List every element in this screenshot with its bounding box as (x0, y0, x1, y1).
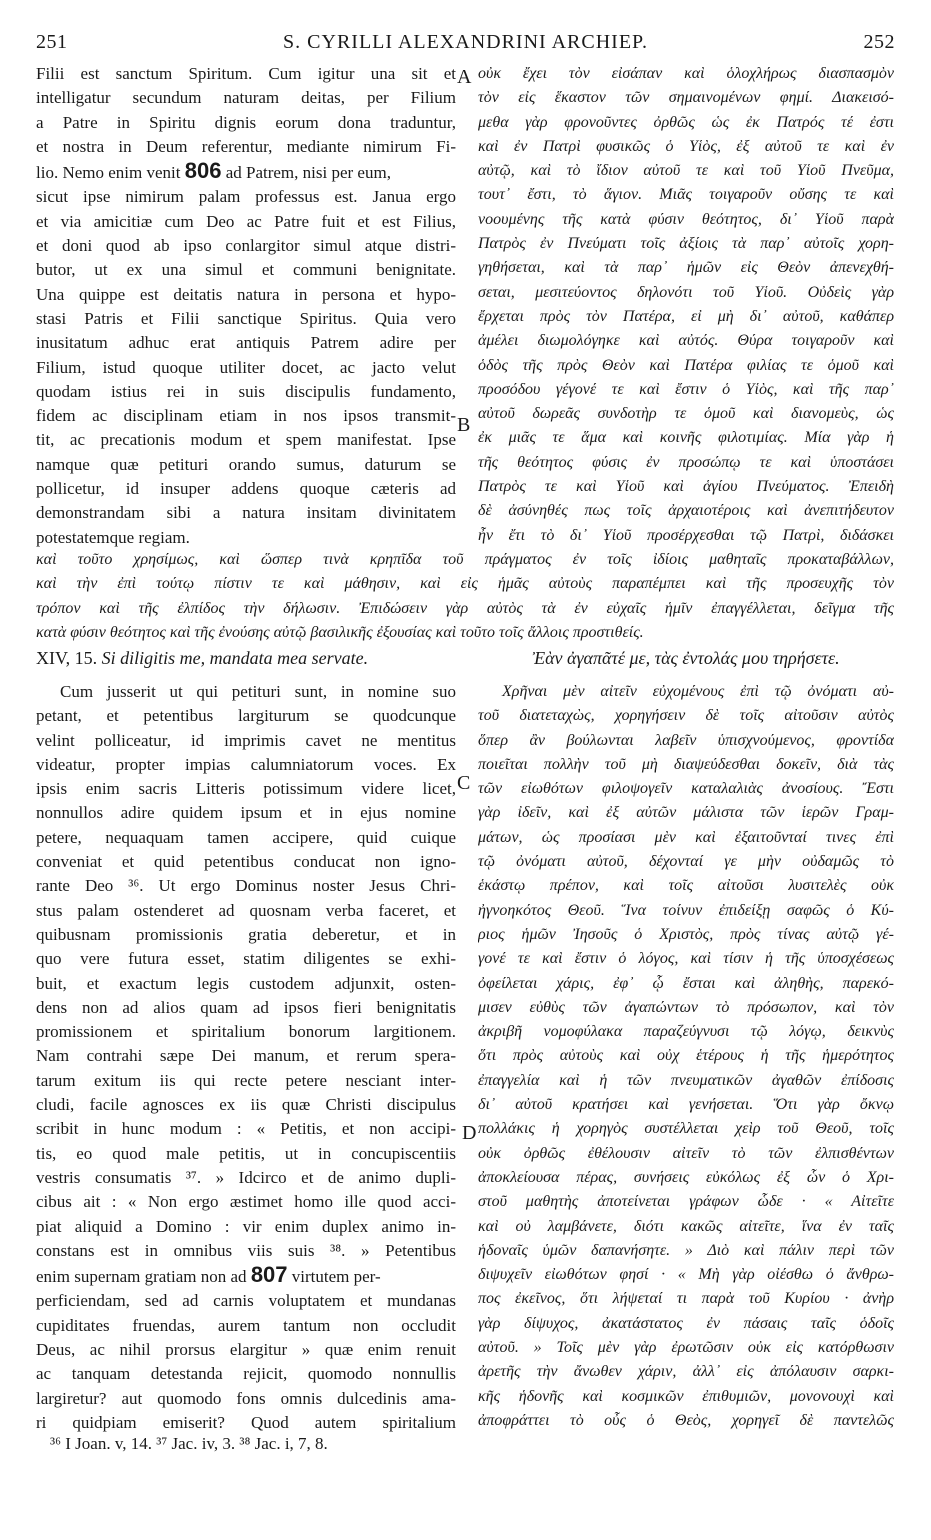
text-line: δι᾽ αὐτοῦ κρατήσει καὶ γενήσεται. Ὅτι γὰρ ὄκνῳ (478, 1096, 894, 1114)
text-line: πολλάκις ἡ χορηγὸς συστέλλεται χεὶρ τοῦ Θεοῦ, τοῖς (478, 1120, 894, 1138)
text-line: καὶ τοῦτο χρησίμως, καὶ ὥσπερ τινὰ κρηπῖδα τοῦ πράγματος ἐν τοῖς ἰδίοις μαθηταῖς προκαταβάλλων, (36, 551, 894, 568)
text-line: στοῦ μαθητὴς ἀποτείνεται γράφων ὧδε · « Αἰτεῖτε (478, 1193, 894, 1211)
text-line: τοῦ διατεταχὼς, χορηγήσειν δὲ τοῖς αἰτοῦσιν αὐτὸς (478, 707, 894, 725)
column-number-806: 806 (184, 159, 222, 184)
page-number-left: 251 (36, 31, 68, 53)
text-line: δὲ ἀσύνηθές πως τοῖς ἀρχαιοτέροις καὶ ἀνεπιτήδευτον (478, 502, 894, 520)
text-line: Πατρὸς τε καὶ Υἱοῦ καὶ ἁγίου Πνεύματος. Ἐπειδὴ (478, 478, 894, 496)
text-line: tis, eo quod male petitis, ut in concupiscentiis (36, 1143, 456, 1163)
text-line: ποιεῖται πολλὴν τοῦ μὴ διαψεύδεσθαι δοκεῖν, διὰ τὰς (478, 755, 894, 773)
text-line: γὰρ ἰδεῖν, καὶ ἐξ αὐτῶν μάλιστα τῶν ἱερῶν Γραμ- (478, 804, 894, 822)
verse-heading-latin (36, 648, 456, 669)
text-line: οὐκ ὀρθῶς ἐθέλουσιν αἰτεῖν τὸ τῶν ἐλπισθέντων (478, 1144, 894, 1162)
text-line: ἐπαγγελία καὶ ἡ τῶν πνευματικῶν ἀγαθῶν ἐπίδοσις (478, 1071, 894, 1089)
text-line: vestris consumatis ³⁷. » Idcirco et de animo dupli- (36, 1167, 456, 1187)
text-line: fidem ac disciplinam etiam in nos ipsos transmit- (36, 406, 456, 426)
margin-marker-b: B (457, 414, 471, 436)
text-line: quibusnam promissionis gratia deberetur, et in (36, 924, 456, 944)
text-line: potestatemque regiam. (36, 527, 190, 547)
text-line: rante Deo ³⁶. Ut ergo Dominus noster Jesus Chri- (36, 876, 456, 896)
text-segment: virtutem per- (287, 1267, 381, 1287)
greek-full-width (36, 548, 894, 645)
text-line: velint polliceatur, id imprimis cavet ne mentitus (36, 730, 456, 750)
text-line: sicut ipse nimirum palam professus est. Janua ergo (36, 187, 456, 207)
text-line: tarum exitum iis qui recte petere nesciant inter- (36, 1070, 456, 1090)
text-line: inusitatum adhuc erat antiquis Patrem adire per (36, 333, 456, 353)
text-line: tit, ac precationis modum et spem manifestat. Ipse (36, 430, 456, 450)
text-line: constans est in omnibus viis suis ³⁸. » Petentibus (36, 1240, 456, 1260)
text-line: καὶ ἐν Πατρὶ φυσικῶς ὁ Υἱὸς, ἐξ αὐτοῦ τε καὶ ἐν (478, 137, 894, 155)
text-line: ἀκριβῆ νομοφύλακα παραζεύγνυσι τῷ λόγῳ, δεικνὺς (478, 1023, 894, 1041)
text-line: Filii est sanctum Spiritum. Cum igitur una sit et (36, 64, 456, 83)
text-line: αὐτῷ, καὶ τὸ ἴδιον αὐτοῦ τε καὶ τοῦ Υἱοῦ Πνεῦμα, (478, 162, 894, 180)
text-segment: ad Patrem, nisi per eum, (221, 163, 391, 183)
text-line: τῆς θεότητος φύσις ἐν προσώπῳ τε καὶ ὑποστάσει (478, 453, 894, 471)
text-line: ὁδὸς τῆς πρὸς Θεὸν καὶ Πατέρα φιλίας τε ὁμοῦ καὶ (478, 356, 894, 374)
text-line: αὐτοῦ. » Τοῖς μὲν γὰρ ἐρωτῶσιν οὐκ εἰς κατόρθωσιν (478, 1339, 894, 1357)
text-line: τῶν εἰωθότων φιλοψογεῖν καταλαλιὰς ἀνοσίους. Ἔστι (478, 780, 894, 798)
text-line: Filium, istud quoque utiliter docet, ac jacto velut (36, 357, 456, 377)
text-line: butor, ut ex una simul et communi benignitate. (36, 260, 456, 280)
text-line: ἡδοναῖς ὑμῶν δαπανήσητε. » Διὸ καὶ πάλιν περὶ τῶν (478, 1241, 894, 1259)
text-line: perficiendam, sed ad carnis voluptatem et mundanas (36, 1291, 456, 1311)
verse-reference: XIV, 15. (36, 648, 98, 668)
text-line: cupiditates fruendas, aurem tantum non occludit (36, 1315, 456, 1335)
text-line: ἦν ἔτι τὸ δι᾽ Υἱοῦ προσέρχεσθαι τῷ Πατρὶ, διδάσκει (478, 526, 894, 544)
text-line: ἑκάστῳ πρέπον, καὶ τοῖς αἰτοῦσι λυσιτελὲς οὐκ (478, 877, 894, 895)
text-line: νοουμένης τῆς κατὰ φύσιν θεότητος, δι᾽ Υἱοῦ παρὰ (478, 210, 894, 228)
text-line: σεται, μεσιτεύοντος δηλονότι τοῦ Υἱοῦ. Οὐδεὶς γὰρ (478, 283, 894, 301)
text-line-with-column-number (36, 159, 456, 185)
text-line: demonstrandam sibi a natura insitam divinitatem (36, 503, 456, 523)
greek-column-top (478, 62, 894, 548)
text-line: ἀποκλείουσα πέρας, συνήσεις εὐκόλως ἐξ ὧν ὁ Χρι- (478, 1168, 894, 1186)
text-line: τουτ᾽ ἔστι, τὸ ἅγιον. Μιᾶς τοιγαροῦν οὔσης τε καὶ (478, 186, 894, 204)
page-number-right: 252 (863, 31, 895, 53)
text-line: Deus, ac nihil prorsus elargitur » quæ enim renuit (36, 1340, 456, 1360)
text-line: ἠγνοηκότος Θεοῦ. Ἵνα τοίνυν ἐπιδείξῃ σαφῶς ὁ Κύ- (478, 901, 894, 919)
text-line: intelligatur secundum naturam deitas, per Filium (36, 88, 456, 108)
text-line: οὐκ ἔχει τὸν εἰσάπαν καὶ ὁλοχλήρως διασπασμὸν (478, 65, 894, 82)
verse-heading-greek: Ἐὰν ἀγαπᾶτέ με, τὰς ἐντολάς μου τηρήσετε. (532, 648, 840, 668)
text-segment: enim supernam gratiam non ad (36, 1267, 251, 1287)
text-line: a Patre in Spiritu dignis eorum dona traduntur, (36, 112, 456, 132)
text-line: ipsis enim sacris Litteris potissimum videre licet, (36, 779, 456, 799)
text-line: buit, et exactum legis custodem adjunxit, osten- (36, 973, 456, 993)
text-line: et doni quod ab ipso conlargitor simul atque distri- (36, 236, 456, 256)
greek-column-bottom (478, 680, 894, 1433)
footnotes: ³⁶ I Joan. v, 14. ³⁷ Jac. iv, 3. ³⁸ Jac. i, 7, 8. (50, 1434, 328, 1453)
text-segment: lio. Nemo enim venit (36, 163, 185, 183)
text-line: γονέ τε καὶ ἔστιν ὁ λόγος, καὶ τίσιν ἡ τῆς ὑποσχέσεως (478, 950, 894, 968)
text-line: cludi, facile agnosces ex iis quæ Christi discipulus (36, 1095, 456, 1115)
text-line: διψυχεῖν εἰωθότων φησί · « Μὴ γὰρ οἰέσθω ὁ ἄνθρω- (478, 1266, 894, 1284)
text-line: petant, et petentibus largiturum se quodcunque (36, 706, 456, 726)
text-line: μάτων, ὡς προσίασι μὲν καὶ ἐξαιτοῦνταί τινες ἐπὶ (478, 828, 894, 846)
text-line: ἀποφράττει τὸ οὖς ὁ Θεὸς, χορηγεῖ δὲ παντελῶς (478, 1411, 894, 1429)
text-line: πος ἐκεῖνος, ὅτι λήψεταί τι παρὰ τοῦ Κυρίου · ἀνὴρ (478, 1290, 894, 1308)
text-line: ἀμέλει διωμολόγηκε καὶ αὐτός. Θύρα τοιγαροῦν καὶ (478, 332, 894, 350)
text-line: cibus ait : « Non ergo æstimet homo ille quod acci- (36, 1192, 456, 1212)
text-line: τρόπον καὶ τῆς ἐλπίδος τὴν δήλωσιν. Ἐπιδώσειν γὰρ αὐτὸς τὰ ἐν εὐχαῖς ἡμῖν ἐπαγγέλλεται, δεῖγμα τῆς (36, 599, 894, 617)
text-line: μισεν εὐθὺς τῶν ἀγαπώντων τὸ πρόσωπον, καὶ τὸν (478, 998, 894, 1016)
text-line-with-column-number (36, 1263, 456, 1289)
text-line: Nam contrahi sæpe Dei manum, et rerum spera- (36, 1046, 456, 1066)
text-line: petere, nequaquam tamen accipere, quid cuique (36, 827, 456, 847)
text-line: Una quippe est deitatis natura in persona et hypo- (36, 284, 456, 304)
text-line: καὶ οὐ λαμβάνετε, διότι κακῶς αἰτεῖτε, ἵνα ἐν ταῖς (478, 1217, 894, 1235)
text-line: ἀρετῆς τὴν ἄνωθεν χάριν, ἀλλ᾽ εἰς ἀπόλαυσιν σαρκι- (478, 1363, 894, 1381)
text-line: et via amicitiæ cum Deo ac Patre fuit et est Filius, (36, 211, 456, 231)
text-line: κῆς ἡδονῆς καὶ κοσμικῶν ἐπιθυμιῶν, μονονουχὶ καὶ (478, 1387, 894, 1405)
text-line: ἐκ μιᾶς τε ἅμα καὶ κοινῆς φιλοτιμίας. Μία γὰρ ἡ (478, 429, 894, 447)
text-line: γὰρ δίψυχος, ἀκατάστατος ἐν πάσαις ταῖς ὁδοῖς (478, 1314, 894, 1332)
text-line: μεθα γὰρ φρονοῦντες ὀρθῶς ὡς ἐκ Πατρός τέ ἐστι (478, 113, 894, 131)
text-line: largiretur? aut quomodo fons omnis dulcedinis ama- (36, 1388, 456, 1408)
verse-text-latin: Si diligitis me, mandata mea servate. (101, 648, 369, 668)
text-line: ὀφείλεται χάρις, ἐφ᾽ ᾧ ἔσται καὶ ἀληθὴς, παρεκό- (478, 974, 894, 992)
text-line: scribit in hunc modum : « Petitis, et non accipi- (36, 1119, 456, 1139)
text-line: pollicetur, id insuper addens quoque cæteris ad (36, 479, 456, 499)
text-line: ri quidpiam emiserit? Quod autem spiritalium (36, 1412, 456, 1432)
text-line: piat aliquid a Domino : vir enim duplex animo in- (36, 1216, 456, 1236)
text-line: namque quæ petituri orando sumus, daturum se (36, 454, 456, 474)
margin-marker-d: D (462, 1122, 477, 1144)
text-line: nonnullos adire quidem ipsum et in ejus nomine (36, 803, 456, 823)
text-line: τῷ ὀνόματι αὐτοῦ, δέχονταί γε μὴν οὐδαμῶς τὸ (478, 853, 894, 871)
text-line: τὸν εἰς ἕκαστον τῶν σημαινομένων φημί. Διακεισό- (478, 89, 894, 107)
text-line: ὅτι πρὸς αὐτοὺς καὶ οὐχ ἑτέρους ἡ τῆς ἡμερότητος (478, 1047, 894, 1065)
text-line: quo vere futura esset, statim diligentes se exhi- (36, 949, 456, 969)
text-line: quodam istius rei in suis discipulis fundamento, (36, 381, 456, 401)
text-line: κατὰ φύσιν θεότητος καὶ τῆς ἐνούσης αὐτῷ βασιλικῆς ἐξουσίας καὶ τοῦτο τοῖς ἄλλοις προστιθείς. (36, 623, 644, 641)
text-line: dens non ad alios quam ad ipsos fieri benignitatis (36, 997, 456, 1017)
text-line: et nostra in Deum referentur, mediante nimirum Fi- (36, 136, 456, 156)
text-line: αὐτοῦ δωρεᾶς συνδοτὴρ τε ὁμοῦ καὶ διανομεὺς, ὡς (478, 405, 894, 423)
margin-marker-c: C (457, 772, 471, 794)
text-line: ὅπερ ἂν βούλωνται λαβεῖν ὑπισχνούμενος, φροντίδα (478, 731, 894, 749)
column-number-807: 807 (250, 1263, 288, 1288)
text-line: ac tanquam detestanda rejicit, quomodo nonnullis (36, 1364, 456, 1384)
text-line: Χρῆναι μὲν αἰτεῖν εὐχομένους ἐπὶ τῷ ὀνόματι αὐ- (502, 683, 894, 700)
text-line: videatur, propter impias calumniatorum voces. Ex (36, 754, 456, 774)
running-title: S. CYRILLI ALEXANDRINI ARCHIEP. (283, 31, 648, 53)
text-line: προσόδου γέγονέ τε καὶ ἔστιν ὁ Υἱὸς, καὶ τῆς παρ᾽ (478, 380, 894, 398)
text-line: promissionem et spiritalium bonorum largitionem. (36, 1022, 456, 1042)
text-line: Cum jusserit ut qui petituri sunt, in nomine suo (60, 682, 456, 701)
text-line: Πατρὸς ἐν Πνεύματι τοῖς ἀξίοις τὰ παρ᾽ αὐτοῖς χορη- (478, 235, 894, 253)
text-line: γηθήσεται, καὶ τὰ παρ᾽ ἡμῶν εἰς Θεὸν ἀπενεχθή- (478, 259, 894, 277)
text-line: ἔρχεται πρὸς τὸν Πατέρα, εἰ μὴ δι᾽ αὐτοῦ, καθάπερ (478, 307, 894, 325)
margin-marker-a: A (457, 66, 472, 88)
text-line: stasi Patris et Filii sanctique Spiritus. Quia vero (36, 308, 456, 328)
latin-column-top (36, 62, 456, 550)
text-line: stus palam ostenderet ad quosnam verba faceret, et (36, 900, 456, 920)
text-line: καὶ τὴν ἐπὶ τούτῳ πίστιν τε καὶ μάθησιν, καὶ εἰς ἡμᾶς αὐτοὺς παραπέμπει καὶ τῆς προσευχῆς τὸν (36, 575, 894, 593)
text-line: ριος ἡμῶν Ἰησοῦς ὁ Χριστὸς, πρὸς τίνας αὐτῷ γέ- (478, 925, 894, 943)
latin-column-bottom (36, 680, 456, 1435)
text-line: conveniat et quid petentibus conducat non igno- (36, 852, 456, 872)
